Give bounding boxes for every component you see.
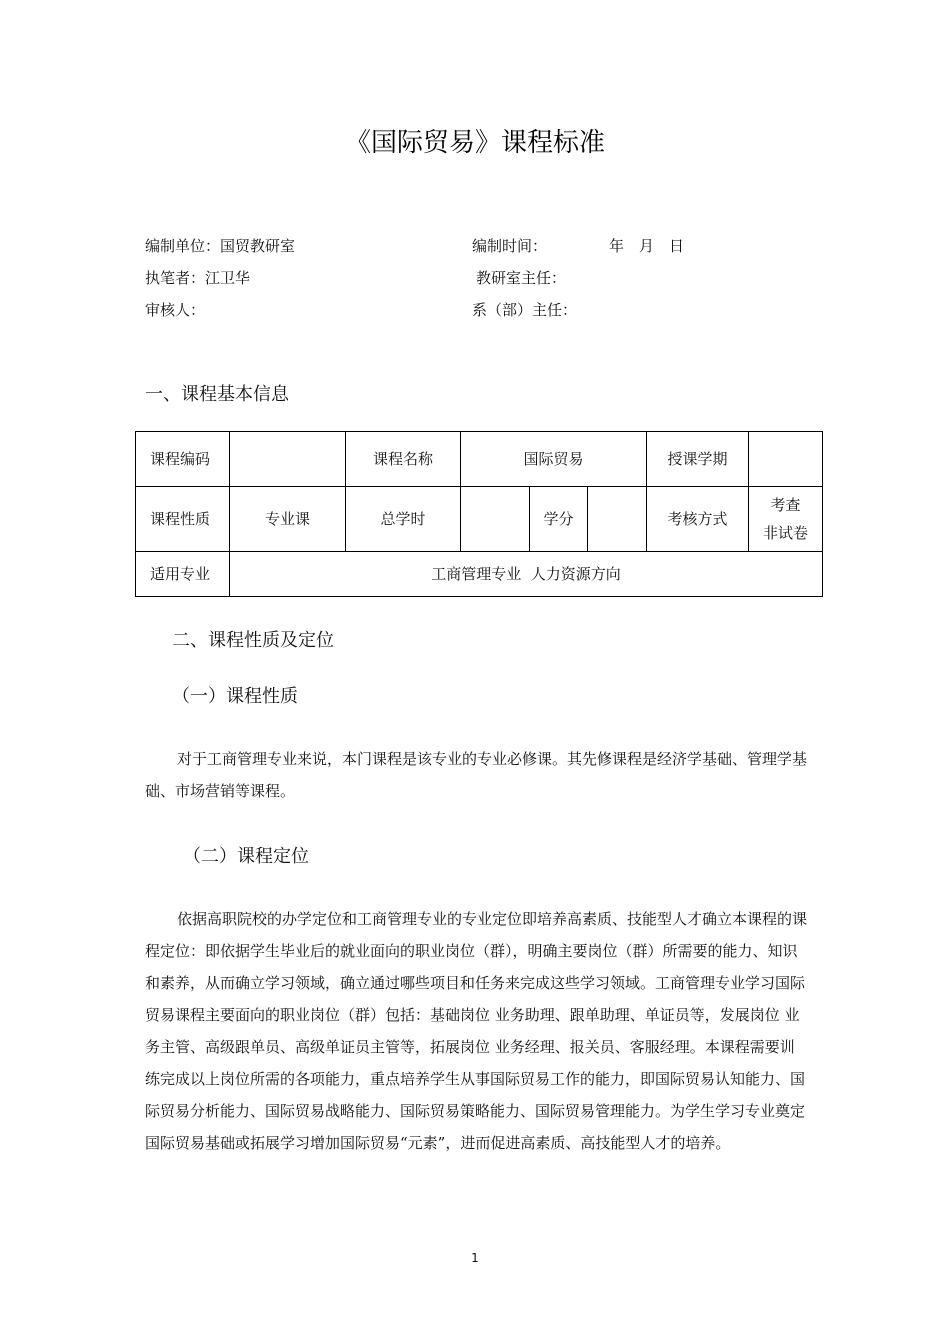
department-head: 系（部）主任： <box>472 301 578 319</box>
assessment-value-line1: 考查 <box>770 496 801 514</box>
course-code-label: 课程编码 <box>136 432 230 487</box>
compiling-unit: 编制单位：国贸教研室 <box>145 237 296 255</box>
assessment-label: 考核方式 <box>647 487 749 552</box>
course-positioning-paragraph: 依据高职院校的办学定位和工商管理专业的专业定位即培养高素质、技能型人才确立本课程的课程定位：即依据学生毕业后的就业面向的职业岗位（群），明确主要岗位（群）所需要的能力、知识和素养，从而确立学习领域，确立通过哪些项目和任务来完成这些学习领域。工商管理专业学习国际贸易课程主要面向的职业岗位（群）包括：基础岗位 业务助理、跟单助理、单证员等，发展岗位 业务主管、高级跟单员、高级单证员主管等，拓展岗位 业务经理、报关员、客服经理。本课程需要训练完成以上岗位所需的各项能力，重点培养学生从事国际贸易工作的能力，即国际贸易认知能力、国际贸易分析能力、国际贸易战略能力、国际贸易策略能力、国际贸易管理能力。为学生学习专业奠定国际贸易基础或拓展学习增加国际贸易“元素”，进而促进高素质、高技能型人才的培养。 <box>145 910 808 1152</box>
applicable-major-value: 工商管理专业 人力资源方向 <box>230 552 823 597</box>
total-hours-label: 总学时 <box>346 487 461 552</box>
course-name-label: 课程名称 <box>346 432 461 487</box>
reviewer: 审核人： <box>145 301 206 319</box>
section1-heading: 一、课程基本信息 <box>145 384 289 405</box>
credit-value <box>588 487 647 552</box>
page-number: 1 <box>471 1251 479 1265</box>
credit-label: 学分 <box>530 487 588 552</box>
section2-heading: 二、课程性质及定位 <box>172 630 334 651</box>
semester-value <box>749 432 823 487</box>
applicable-major-label: 适用专业 <box>136 552 230 597</box>
assessment-value-line2: 非试卷 <box>763 524 809 542</box>
subsection2-heading: （二）课程定位 <box>183 846 309 867</box>
page-title: 《国际贸易》课程标准 <box>344 128 605 158</box>
course-code-value <box>230 432 346 487</box>
total-hours-value <box>461 487 530 552</box>
author: 执笔者：江卫华 <box>145 269 251 287</box>
course-nature-paragraph: 对于工商管理专业来说，本门课程是该专业的专业必修课。其先修课程是经济学基础、管理学基础、市场营销等课程。 <box>145 750 808 800</box>
assessment-value <box>749 487 823 552</box>
semester-label: 授课学期 <box>647 432 749 487</box>
research-office-director: 教研室主任： <box>476 269 567 287</box>
compiling-date-value: 年 月 日 <box>609 237 685 255</box>
course-nature-label: 课程性质 <box>136 487 230 552</box>
course-info-table <box>135 431 823 597</box>
course-nature-value: 专业课 <box>230 487 346 552</box>
compiling-date-label: 编制时间： <box>472 237 548 255</box>
course-name-value: 国际贸易 <box>461 432 647 487</box>
subsection1-heading: （一）课程性质 <box>172 686 298 707</box>
